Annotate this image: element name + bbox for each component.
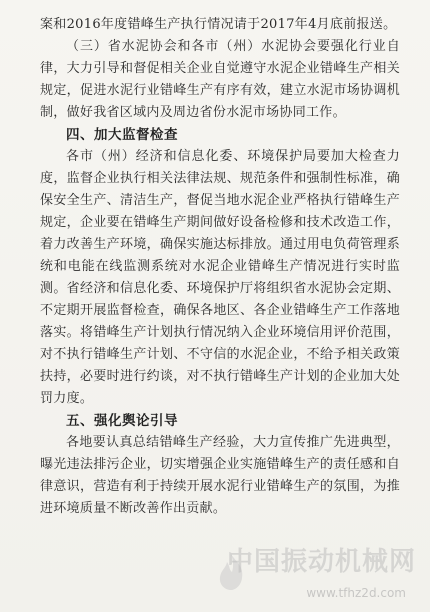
paragraph-submission-deadline: 案和2016年度错峰生产执行情况请于2017年4月底前报送。 (40, 17, 397, 32)
heading-public-opinion: 五、强化舆论引导 (66, 413, 178, 429)
document-body (40, 14, 400, 520)
paragraph-publicity: 各地要认真总结错峰生产经验，大力宣传推广先进典型，曝光违法排污企业，切实增强企业实施错峰生产的责任感和自律意识，营造有利于持续开展水泥行业错峰生产的氛围，为推进环境质量不断改善作出贡献。 (40, 435, 400, 516)
site-watermark (214, 548, 424, 606)
heading-supervision-inspection: 四、加大监督检查 (66, 127, 178, 143)
watermark-url: www.tfhz2d.com (306, 586, 406, 600)
watermark-text: 中国振动机械网 (226, 547, 416, 577)
paragraph-industry-self-discipline: （三）省水泥协会和各市（州）水泥协会要强化行业自律，大力引导和督促相关企业自觉遵守水泥企业错峰生产相关规定，促进水泥行业错峰生产有序有效，建立水泥市场协调机制，做好我省区域内及周边省份水泥市场协同工作。 (40, 39, 400, 120)
paragraph-supervision-details: 各市（州）经济和信息化委、环境保护局要加大检查力度，监督企业执行相关法律法规、规范条件和强制性标准，确保安全生产、清洁生产，督促当地水泥企业严格执行错峰生产规定，企业要在错峰生产期间做好设备检修和技术改造工作，着力改善生产环境，确保实施达标排放。通过用电负荷管理系统和电能在线监测系统对水泥企业错峰生产情况进行实时监测。省经济和信息化委、环境保护厅将组织省水泥协会定期、不定期开展监督检查，确保各地区、各企业错峰生产工作落地落实。将错峰生产计划执行情况纳入企业环境信用评价范围，对不执行错峰生产计划、不守信的水泥企业，不给予相关政策扶持，必要时进行约谈，对不执行错峰生产计划的企业加大处罚力度。 (40, 149, 400, 406)
